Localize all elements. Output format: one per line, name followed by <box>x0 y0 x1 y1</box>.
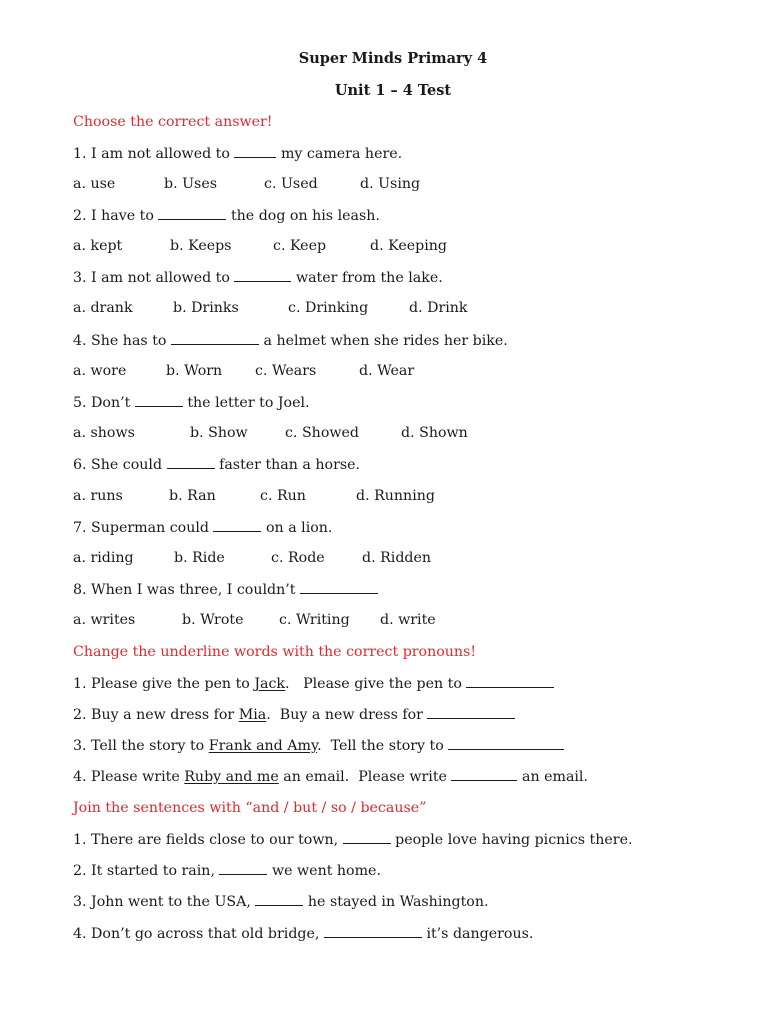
option-8d: d. write <box>380 612 436 628</box>
option-4c: c. Wears <box>255 363 317 379</box>
underlined-words: Jack <box>254 676 286 692</box>
option-7b: b. Ride <box>174 550 225 566</box>
option-7d: d. Ridden <box>362 550 432 566</box>
answer-blank <box>213 518 261 532</box>
option-4b: b. Worn <box>166 363 223 379</box>
page-title: Super Minds Primary 4 <box>298 50 488 67</box>
option-6d: d. Running <box>356 488 435 504</box>
pronoun-item-1: 1. Please give the pen to Jack. Please give the pen to <box>73 674 554 693</box>
option-3b: b. Drinks <box>173 300 239 316</box>
join-item-3: 3. John went to the USA, he stayed in Washington. <box>73 894 489 910</box>
answer-blank <box>255 892 303 906</box>
join-item-4: 4. Don’t go across that old bridge, it’s dangerous. <box>73 926 534 942</box>
option-3a: a. drank <box>73 300 133 316</box>
option-2a: a. kept <box>73 238 123 254</box>
join-item-2: 2. It started to rain, we went home. <box>73 863 381 879</box>
pronoun-item-4: 4. Please write Ruby and me an email. Please write an email. <box>73 769 588 785</box>
underlined-words: Ruby and me <box>184 769 279 785</box>
answer-blank <box>234 144 276 158</box>
option-3d: d. Drink <box>409 300 468 316</box>
question-1: 1. I am not allowed to my camera here. <box>73 146 403 162</box>
section2-instruction: Change the underline words with the correct pronouns! <box>73 644 477 660</box>
option-8b: b. Wrote <box>182 612 244 628</box>
option-1d: d. Using <box>360 176 421 192</box>
answer-blank <box>158 206 226 220</box>
answer-blank <box>135 393 183 407</box>
section1-instruction: Choose the correct answer! <box>73 114 273 130</box>
answer-blank <box>324 924 422 938</box>
option-7a: a. riding <box>73 550 134 566</box>
option-6c: c. Run <box>260 488 306 504</box>
answer-blank <box>171 331 259 345</box>
question-3: 3. I am not allowed to water from the lake. <box>73 270 443 286</box>
answer-blank <box>427 705 515 719</box>
option-8a: a. writes <box>73 612 136 628</box>
underlined-words: Frank and Amy <box>208 738 318 754</box>
option-4a: a. wore <box>73 363 127 379</box>
option-5d: d. Shown <box>401 425 468 441</box>
option-2b: b. Keeps <box>170 238 232 254</box>
answer-blank <box>167 455 215 469</box>
question-8: 8. When I was three, I couldn’t <box>73 580 378 599</box>
answer-blank <box>451 767 517 781</box>
answer-blank <box>219 861 267 875</box>
answer-blank <box>234 268 291 282</box>
option-5a: a. shows <box>73 425 135 441</box>
join-item-1: 1. There are fields close to our town, people love having picnics there. <box>73 832 633 848</box>
question-5: 5. Don’t the letter to Joel. <box>73 395 310 411</box>
option-1b: b. Uses <box>164 176 218 192</box>
question-7: 7. Superman could on a lion. <box>73 520 333 536</box>
option-5c: c. Showed <box>285 425 359 441</box>
pronoun-item-3: 3. Tell the story to Frank and Amy. Tell the story to <box>73 736 564 755</box>
question-6: 6. She could faster than a horse. <box>73 457 361 473</box>
option-8c: c. Writing <box>279 612 350 628</box>
option-6a: a. runs <box>73 488 123 504</box>
answer-blank <box>300 580 378 594</box>
option-2c: c. Keep <box>273 238 327 254</box>
pronoun-item-2: 2. Buy a new dress for Mia. Buy a new dress for <box>73 705 515 724</box>
question-4: 4. She has to a helmet when she rides her bike. <box>73 333 508 349</box>
option-1a: a. use <box>73 176 116 192</box>
answer-blank <box>448 736 564 750</box>
option-7c: c. Rode <box>271 550 325 566</box>
option-2d: d. Keeping <box>370 238 447 254</box>
option-3c: c. Drinking <box>288 300 369 316</box>
underlined-words: Mia <box>238 707 267 723</box>
page-subtitle: Unit 1 – 4 Test <box>334 82 452 99</box>
option-5b: b. Show <box>190 425 248 441</box>
option-4d: d. Wear <box>359 363 415 379</box>
question-2: 2. I have to the dog on his leash. <box>73 208 380 224</box>
answer-blank <box>466 674 554 688</box>
section3-instruction: Join the sentences with “and / but / so / because” <box>73 800 427 816</box>
answer-blank <box>343 830 391 844</box>
option-1c: c. Used <box>264 176 318 192</box>
option-6b: b. Ran <box>169 488 216 504</box>
